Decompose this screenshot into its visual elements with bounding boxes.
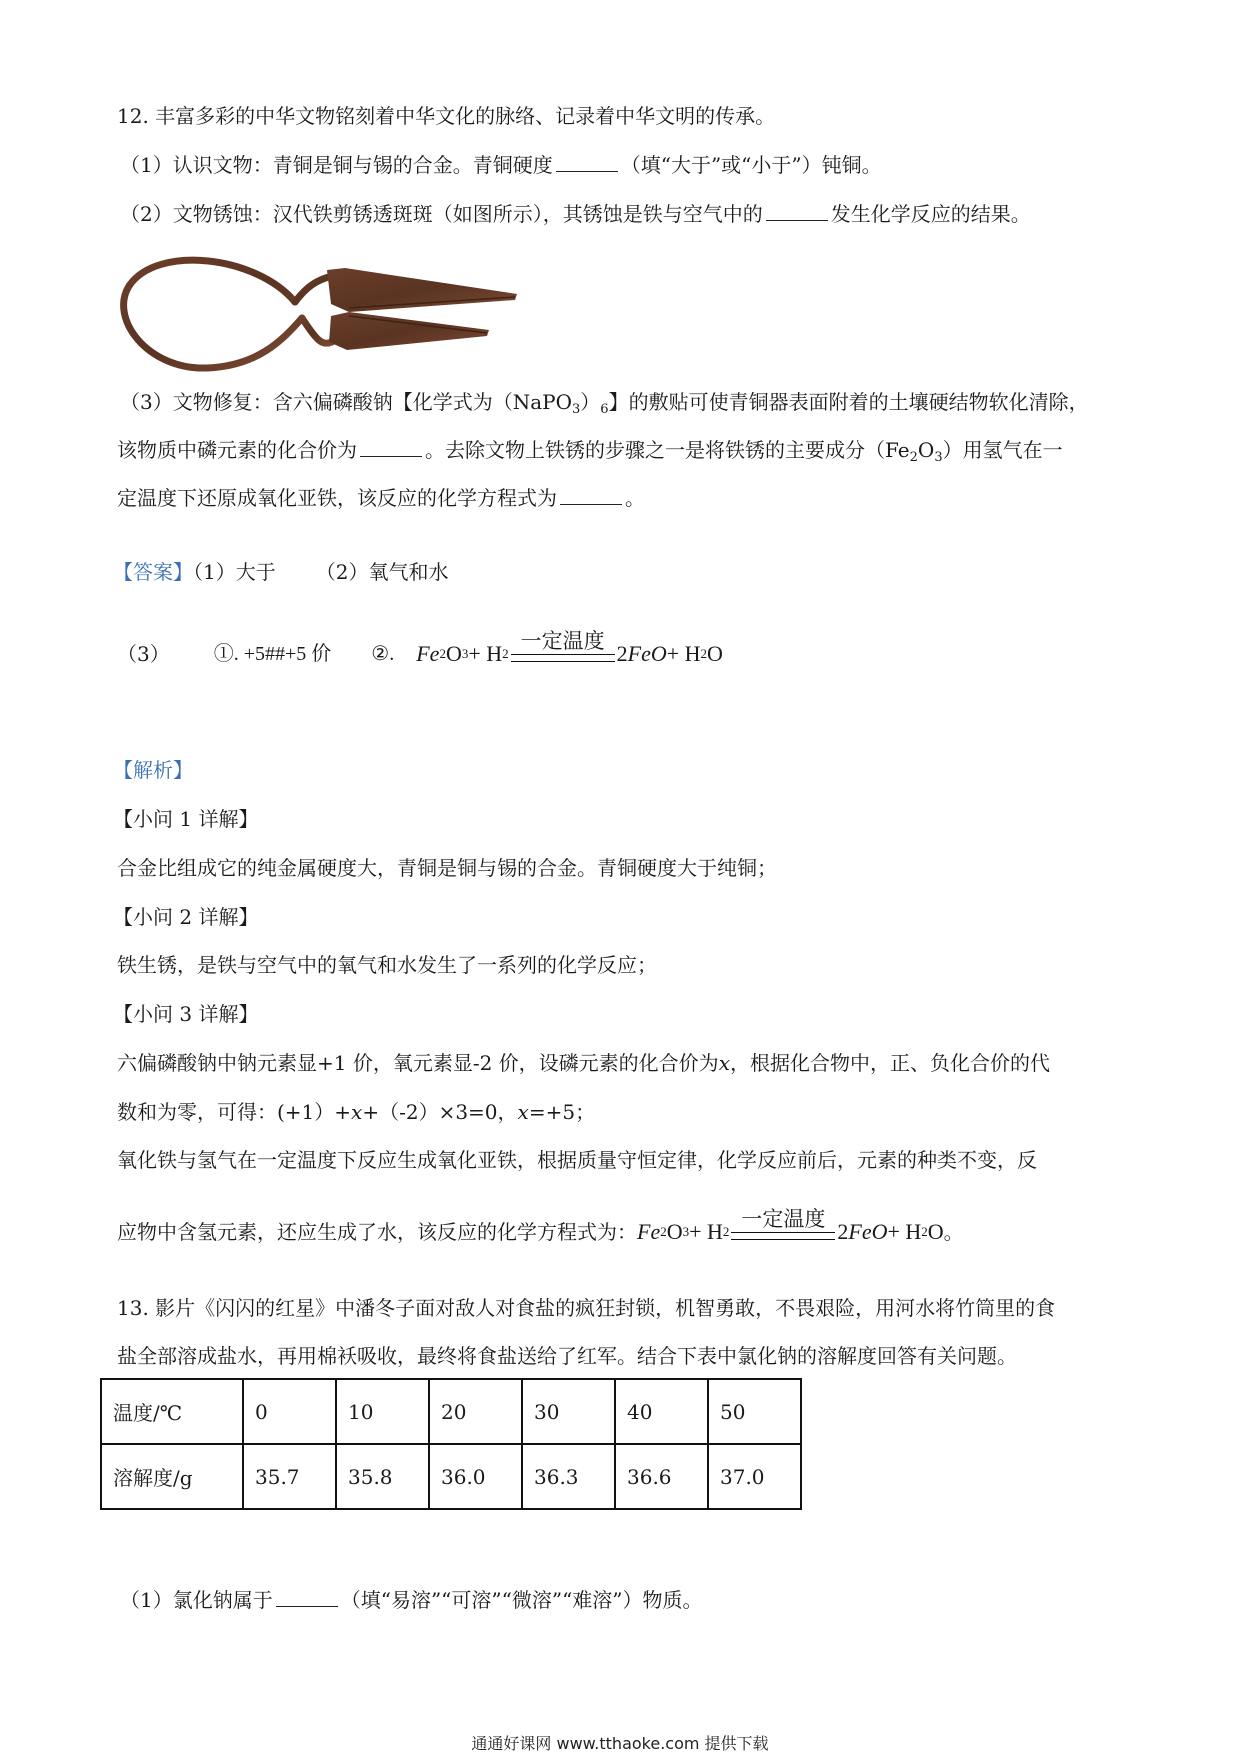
table-cell: 36.0: [429, 1444, 522, 1509]
answer-3-number: （3）: [117, 642, 170, 666]
q12-part3-line1: [120, 388, 1089, 424]
analysis-text: 应物中含氢元素，还应生成了水，该反应的化学方程式为：: [117, 1220, 637, 1244]
eq-sub: 2: [502, 646, 509, 661]
analysis-text: 六偏磷酸钠中钠元素显+1 价，氧元素显-2 价，设磷元素的化合价为: [117, 1051, 719, 1075]
table-header-cell: 温度/℃: [101, 1379, 243, 1444]
analysis-heading-3: 【小问 3 详解】: [113, 1002, 259, 1026]
table-cell: 20: [429, 1379, 522, 1444]
chemical-equation: [416, 630, 723, 668]
answer-blank: [560, 486, 622, 505]
table-cell: 50: [708, 1379, 801, 1444]
answer-blank: [766, 202, 828, 221]
answer-line: [113, 558, 448, 586]
q13-line1: 13. 影片《闪闪的红星》中潘冬子面对敌人对食盐的疯狂封锁，机智勇敢，不畏艰险，用河水将竹筒里的食: [117, 1296, 1056, 1320]
eq-sub: 2: [921, 1224, 928, 1239]
analysis-heading-1: 【小问 1 详解】: [113, 807, 259, 831]
q12-part3-text: 该物质中磷元素的化合价为: [117, 438, 357, 462]
table-cell: 35.8: [336, 1444, 429, 1509]
eq-sub: 3: [461, 646, 469, 661]
variable-x: x: [718, 1051, 730, 1075]
page-footer: 通通好课网 www.tthaoke.com 提供下载: [471, 1734, 769, 1753]
analysis-text-1: 合金比组成它的纯金属硬度大，青铜是铜与锡的合金。青铜硬度大于纯铜；: [117, 856, 777, 880]
subscript: 6: [600, 402, 609, 417]
q13-part1-text-a: （1）氯化钠属于: [120, 1588, 273, 1612]
table-header-cell: 溶解度/g: [101, 1444, 243, 1509]
table-cell: 10: [336, 1379, 429, 1444]
analysis-heading-2: 【小问 2 详解】: [113, 905, 259, 929]
table-cell: 37.0: [708, 1444, 801, 1509]
equals-bars: [511, 654, 615, 662]
analysis-text-3d: [117, 1190, 964, 1246]
analysis-text-3c: 氧化铁与氢气在一定温度下反应生成氧化亚铁，根据质量守恒定律，化学反应前后，元素的种类不变，反: [117, 1148, 1037, 1172]
table-cell: 30: [522, 1379, 615, 1444]
eq-sub: 2: [439, 646, 446, 661]
solubility-table: [100, 1378, 802, 1510]
answer-3-part1: ①. +5##+5 价: [213, 643, 332, 665]
analysis-text-2: 铁生锈，是铁与空气中的氧气和水发生了一系列的化学反应；: [117, 953, 657, 977]
analysis-text: ，根据化合物中，正、负化合价的代: [729, 1051, 1050, 1075]
subscript: 3: [572, 402, 581, 417]
eq-sub: 2: [700, 646, 708, 661]
q12-title: 12. 丰富多彩的中华文物铭刻着中华文化的脉络、记录着中华文明的传承。: [117, 104, 776, 128]
answer-2: （2）氧气和水: [315, 560, 449, 584]
table-cell: 0: [243, 1379, 336, 1444]
eq-plus-h: + H: [666, 641, 701, 666]
table-row: [101, 1444, 801, 1509]
table-row: [101, 1379, 801, 1444]
analysis-text: +（-2）×3=0，: [362, 1100, 518, 1124]
q12-part1-text-a: （1）认识文物：青铜是铜与锡的合金。青铜硬度: [120, 153, 553, 177]
answer-label: 【答案】: [113, 560, 193, 584]
eq-fe: Fe: [637, 1219, 661, 1244]
answer-blank: [360, 438, 422, 457]
eq-o: O: [707, 641, 723, 666]
condition-text: 一定温度: [741, 1207, 826, 1231]
reaction-condition: [511, 630, 615, 668]
answer-3-line: [117, 608, 723, 668]
q12-part3-line3: [117, 484, 645, 512]
eq-plus-h: + H: [468, 641, 503, 666]
q12-part3-text: 。: [625, 486, 645, 510]
q12-part3-text: （3）文物修复：含六偏磷酸钠【化学式为（NaPO: [120, 390, 573, 414]
q12-part1: [120, 151, 882, 179]
table-cell: 35.7: [243, 1444, 336, 1509]
eq-plus-h: + H: [689, 1219, 723, 1244]
analysis-label: 【解析】: [113, 758, 193, 782]
subscript: 3: [934, 450, 943, 465]
q12-part2-text-a: （2）文物锈蚀：汉代铁剪锈透斑斑（如图所示），其锈蚀是铁与空气中的: [120, 202, 763, 226]
answer-blank: [556, 153, 618, 172]
q12-part3-text: 。去除文物上铁锈的步骤之一是将铁锈的主要成分（Fe: [425, 438, 910, 462]
variable-x: x: [351, 1100, 363, 1124]
eq-fe: Fe: [416, 641, 440, 666]
chemical-equation: [637, 1208, 944, 1246]
q12-part2: [120, 200, 1031, 228]
eq-sub: 2: [722, 1224, 730, 1239]
q12-part3-text: 定温度下还原成氧化亚铁，该反应的化学方程式为: [117, 486, 557, 510]
eq-coef: 2: [837, 1219, 849, 1244]
analysis-text: 。: [943, 1220, 964, 1244]
variable-x: x: [517, 1100, 529, 1124]
eq-sub: 3: [682, 1224, 690, 1239]
q12-part2-text-b: 发生化学反应的结果。: [830, 202, 1031, 226]
answer-blank: [276, 1588, 338, 1607]
q12-part3-line2: [117, 436, 1063, 472]
eq-coef: 2: [616, 641, 628, 666]
q12-part3-text: O: [917, 438, 935, 462]
q12-part3-text: 】的敷贴可使青铜器表面附着的土壤硬结物软化清除，: [608, 390, 1089, 414]
q13-line2: 盐全部溶成盐水，再用棉袄吸收，最终将食盐送给了红军。结合下表中氯化钠的溶解度回答有关问题。: [117, 1344, 1017, 1368]
condition-text: 一定温度: [520, 629, 605, 653]
answer-3-part2-label: ②.: [371, 643, 395, 665]
q12-part1-text-b: （填“大于”或“小于”）钝铜。: [620, 153, 882, 177]
table-cell: 36.3: [522, 1444, 615, 1509]
eq-sub: 2: [660, 1224, 667, 1239]
eq-o: O: [927, 1219, 944, 1244]
q12-part3-text: ）: [580, 390, 601, 414]
analysis-text: 数和为零，可得：(+1）+: [117, 1100, 352, 1124]
equals-bars: [731, 1232, 835, 1240]
eq-feo: FeO: [848, 1219, 888, 1244]
q13-part1: [120, 1586, 703, 1614]
eq-o: O: [666, 1219, 683, 1244]
table-cell: 40: [615, 1379, 708, 1444]
reaction-condition: [731, 1208, 835, 1246]
answer-1: （1）大于: [193, 560, 276, 584]
analysis-text: =+5；: [528, 1100, 596, 1124]
subscript: 2: [909, 450, 918, 465]
q13-part1-text-b: （填“易溶”“可溶”“微溶”“难溶”）物质。: [340, 1588, 703, 1612]
analysis-text-3b: [117, 1098, 595, 1126]
eq-o: O: [445, 641, 462, 666]
eq-plus-h: + H: [887, 1219, 922, 1244]
eq-feo: FeO: [627, 641, 667, 666]
table-cell: 36.6: [615, 1444, 708, 1509]
iron-scissors-image: [117, 246, 527, 384]
q12-part3-text: ）用氢气在一: [942, 438, 1063, 462]
analysis-text-3a: [117, 1049, 1050, 1077]
